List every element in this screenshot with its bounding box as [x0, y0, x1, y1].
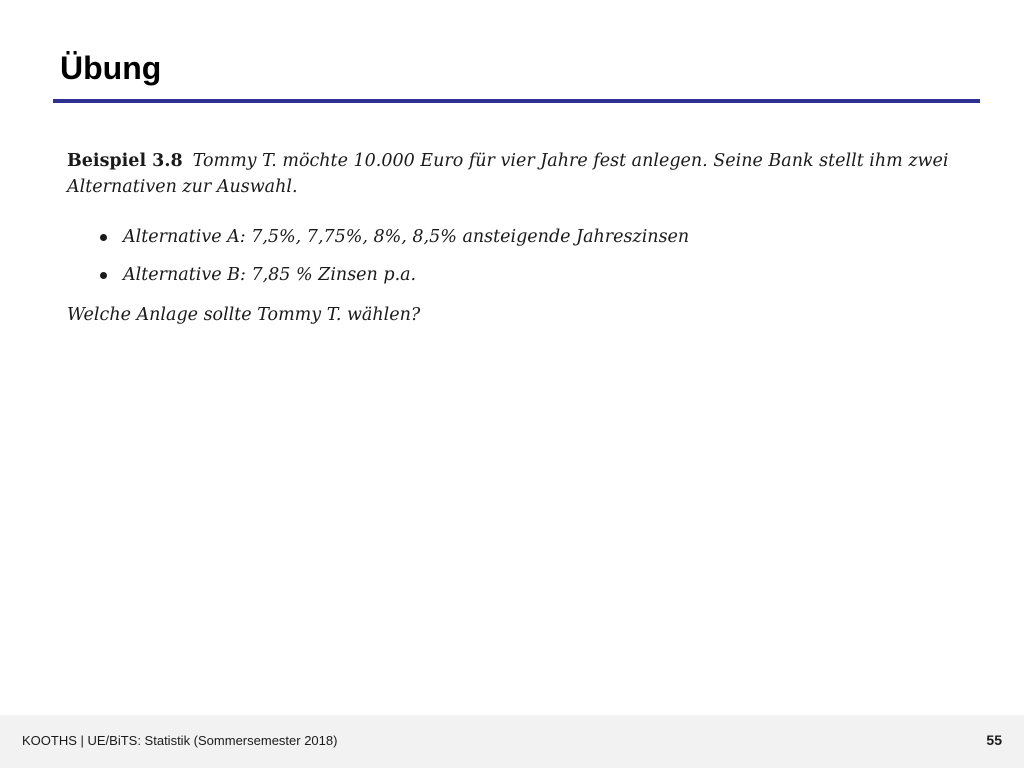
- footer-bar: [0, 715, 1024, 768]
- title-divider: [53, 99, 980, 103]
- exercise-question: Welche Anlage sollte Tommy T. wählen?: [67, 305, 421, 325]
- page-number: 55: [986, 732, 1002, 748]
- list-item: [67, 224, 967, 250]
- exercise-intro-text: Tommy T. möchte 10.000 Euro für vier Jahre fest anlegen. Seine Bank stellt ihm zwei Alternativen zur Auswahl.: [67, 151, 949, 197]
- alternatives-list: [67, 224, 967, 288]
- bullet-icon: [100, 234, 107, 241]
- slide-title: Übung: [60, 50, 162, 86]
- alternative-a-text: Alternative A: 7,5%, 7,75%, 8%, 8,5% ansteigende Jahreszinsen: [123, 227, 690, 247]
- bullet-icon: [100, 272, 107, 279]
- exercise-content: [67, 148, 967, 328]
- footer-text: KOOTHS | UE/BiTS: Statistik (Sommersemester 2018): [22, 733, 338, 748]
- list-item: [67, 262, 967, 288]
- exercise-intro: [67, 148, 967, 200]
- exercise-label: Beispiel 3.8: [67, 151, 183, 171]
- alternative-b-text: Alternative B: 7,85 % Zinsen p.a.: [123, 265, 417, 285]
